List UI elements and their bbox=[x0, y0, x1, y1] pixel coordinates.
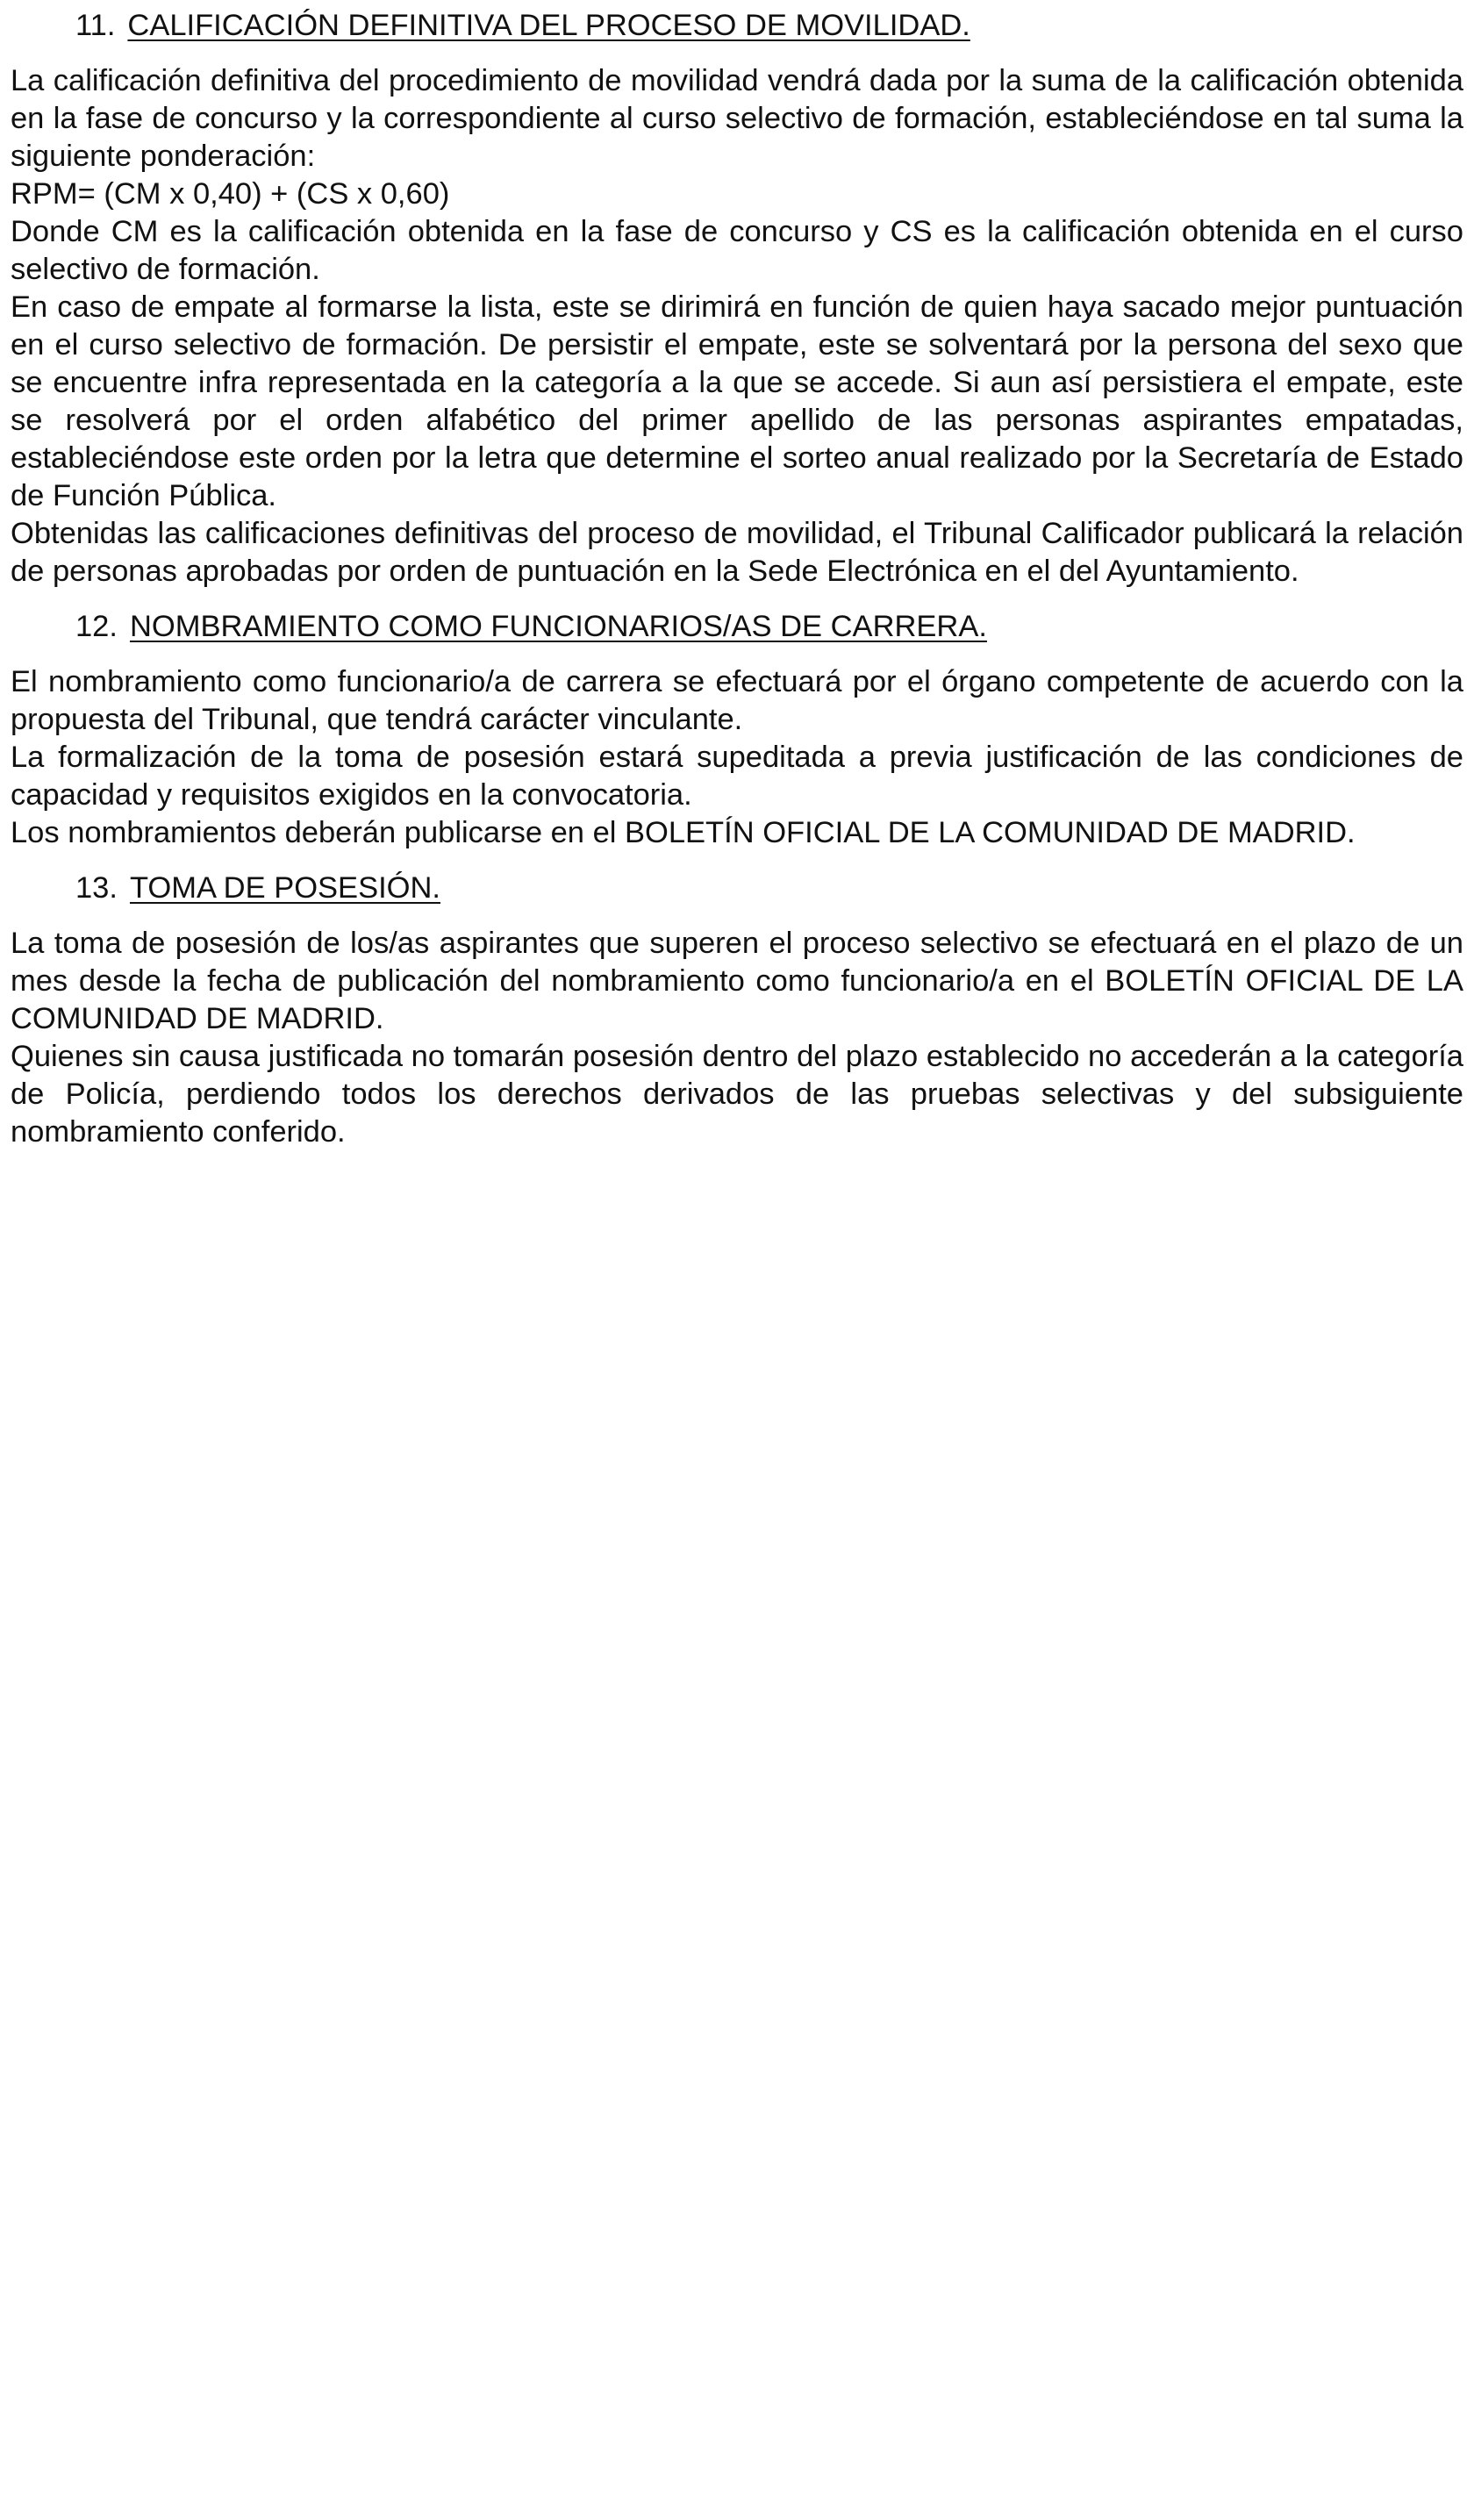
paragraph: La calificación definitiva del procedimiento de movilidad vendrá dada por la suma de la calificación obtenida en la fase de concurso y la correspondiente al curso selectivo de formación, estableciéndose en tal suma la siguiente ponderación: bbox=[11, 64, 1463, 173]
section-heading bbox=[11, 7, 1463, 45]
section-number: 11. bbox=[75, 9, 116, 42]
section-number: 12. bbox=[75, 610, 118, 643]
paragraph: La toma de posesión de los/as aspirantes que superen el proceso selectivo se efectuará en el plazo de un mes desde la fecha de publicación del nombramiento como funcionario/a en el BOLETÍN OFICIAL DE LA COMUNIDAD DE MADRID. bbox=[11, 927, 1463, 1035]
section-11 bbox=[11, 7, 1463, 591]
section-heading bbox=[11, 870, 1463, 907]
section-12 bbox=[11, 608, 1463, 852]
section-heading bbox=[11, 608, 1463, 646]
paragraph: Donde CM es la calificación obtenida en la fase de concurso y CS es la calificación obtenida en el curso selectivo de formación. bbox=[11, 215, 1463, 286]
section-title: TOMA DE POSESIÓN. bbox=[129, 871, 440, 905]
section-number: 13. bbox=[75, 871, 118, 905]
paragraph: Obtenidas las calificaciones definitivas del proceso de movilidad, el Tribunal Calificador publicará la relación de personas aprobadas por orden de puntuación en la Sede Electrónica en el del Ayuntamiento. bbox=[11, 517, 1463, 588]
section-title: CALIFICACIÓN DEFINITIVA DEL PROCESO DE MOVILIDAD. bbox=[127, 9, 970, 42]
section-title: NOMBRAMIENTO COMO FUNCIONARIOS/AS DE CARRERA. bbox=[129, 610, 987, 643]
paragraph: El nombramiento como funcionario/a de carrera se efectuará por el órgano competente de acuerdo con la propuesta del Tribunal, que tendrá carácter vinculante. bbox=[11, 665, 1463, 736]
paragraph: Los nombramientos deberán publicarse en el BOLETÍN OFICIAL DE LA COMUNIDAD DE MADRID. bbox=[11, 816, 1356, 849]
paragraph: En caso de empate al formarse la lista, este se dirimirá en función de quien haya sacado mejor puntuación en el curso selectivo de formación. De persistir el empate, este se solventará por la persona del sexo que se encuentre infra representada en la categoría a la que se accede. Si aun así persistiera el empate, este se resolverá por el orden alfabético del primer apellido de las personas aspirantes empatadas, estableciéndose este orden por la letra que determine el sorteo anual realizado por la Secretaría de Estado de Función Pública. bbox=[11, 290, 1463, 512]
section-13 bbox=[11, 870, 1463, 1151]
paragraph: Quienes sin causa justificada no tomarán posesión dentro del plazo establecido no accederán a la categoría de Policía, perdiendo todos los derechos derivados de las pruebas selectivas y del subsiguiente nombramiento conferido. bbox=[11, 1040, 1463, 1149]
document-page bbox=[11, 7, 1463, 1151]
paragraph: La formalización de la toma de posesión estará supeditada a previa justificación de las condiciones de capacidad y requisitos exigidos en la convocatoria. bbox=[11, 741, 1463, 812]
formula: RPM= (CM x 0,40) + (CS x 0,60) bbox=[11, 177, 450, 211]
